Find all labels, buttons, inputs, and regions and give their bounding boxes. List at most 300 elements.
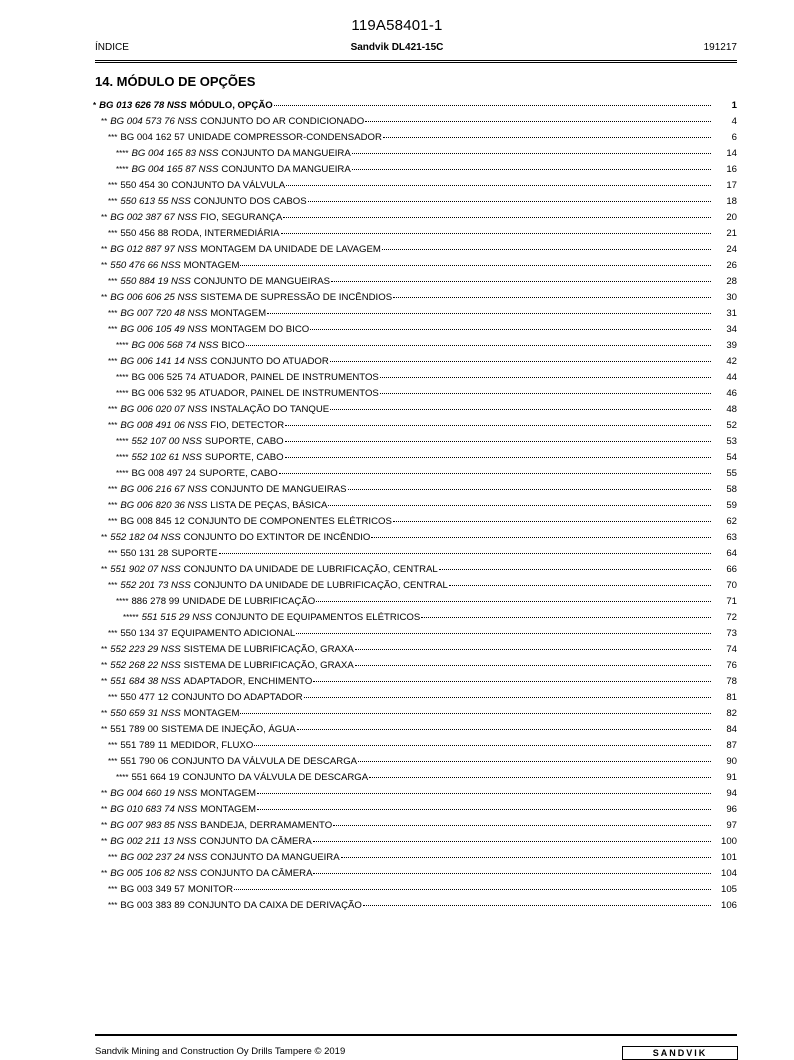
- toc-page-number: 20: [726, 212, 737, 223]
- toc-part-number: BG 008 497 24: [131, 468, 196, 479]
- toc-level-marker: ****: [116, 389, 129, 398]
- toc-dot-leader: [257, 786, 711, 794]
- toc-part-number: 550 659 31 NSS: [110, 708, 181, 719]
- toc-description: CONJUNTO DE COMPONENTES ELÉTRICOS: [187, 516, 392, 527]
- toc-dot-leader: [240, 706, 711, 714]
- toc-dot-leader: [363, 898, 711, 906]
- toc-dot-leader: [281, 226, 711, 234]
- toc-page-number: 34: [726, 324, 737, 335]
- toc-page-number: 39: [726, 340, 737, 351]
- toc-dot-leader: [234, 882, 711, 890]
- footer-rule: [95, 1034, 737, 1036]
- toc-part-number: BG 008 845 12: [120, 516, 185, 527]
- toc-part-number: BG 006 532 95: [131, 388, 196, 399]
- toc-level-marker: ***: [108, 181, 118, 190]
- toc-dot-leader: [285, 434, 711, 442]
- toc-page-number: 14: [726, 148, 737, 159]
- toc-level-marker: ***: [108, 741, 118, 750]
- toc-dot-leader: [310, 322, 711, 330]
- toc-part-number: 550 454 30: [120, 180, 169, 191]
- toc-dot-leader: [267, 306, 711, 314]
- toc-level-marker: ***: [108, 901, 118, 910]
- toc-description: MONTAGEM: [183, 708, 240, 719]
- toc-part-number: 886 278 99: [131, 596, 180, 607]
- toc-description: ADAPTADOR, ENCHIMENTO: [183, 676, 313, 687]
- toc-description: CONJUNTO DO AR CONDICIONADO: [200, 116, 365, 127]
- toc-description: MONTAGEM: [210, 308, 267, 319]
- toc-entry[interactable]: [93, 706, 737, 722]
- toc-description: UNIDADE DE LUBRIFICAÇÃO: [182, 596, 316, 607]
- toc-page-number: 4: [731, 116, 737, 127]
- toc-page-number: 87: [726, 740, 737, 751]
- toc-level-marker: ***: [108, 277, 118, 286]
- toc-level-marker: ***: [108, 325, 118, 334]
- toc-part-number: 551 790 06: [120, 756, 169, 767]
- toc-part-number: 551 789 11: [120, 740, 168, 751]
- toc-dot-leader: [283, 210, 711, 218]
- header-model: Sandvik DL421-15C: [350, 42, 444, 53]
- toc-entry[interactable]: [93, 274, 737, 290]
- toc-level-marker: **: [101, 117, 108, 126]
- toc-description: MONTAGEM: [200, 804, 256, 815]
- toc-dot-leader: [240, 258, 711, 266]
- toc-description: CONJUNTO DE MANGUEIRAS: [193, 276, 331, 287]
- toc-level-marker: ****: [116, 469, 129, 478]
- toc-page-number: 84: [726, 724, 737, 735]
- toc-part-number: BG 006 020 07 NSS: [120, 404, 208, 415]
- toc-part-number: BG 002 211 13 NSS: [110, 836, 197, 847]
- toc-page-number: 16: [726, 164, 737, 175]
- toc-entry[interactable]: [93, 290, 737, 306]
- toc-description: CONJUNTO DA CÂMERA: [199, 836, 312, 847]
- toc-dot-leader: [308, 194, 711, 202]
- toc-description: SISTEMA DE LUBRIFICAÇÃO, GRAXA: [183, 644, 354, 655]
- toc-part-number: BG 004 162 57: [120, 132, 185, 143]
- toc-entry[interactable]: [93, 482, 737, 498]
- toc-dot-leader: [371, 530, 711, 538]
- toc-page-number: 64: [726, 548, 737, 559]
- toc-dot-leader: [333, 818, 711, 826]
- toc-part-number: BG 003 383 89: [120, 900, 185, 911]
- toc-page-number: 17: [726, 180, 737, 191]
- toc-description: CONJUNTO DA UNIDADE DE LUBRIFICAÇÃO, CENTRAL: [193, 580, 448, 591]
- header-rule: [95, 60, 737, 63]
- toc-dot-leader: [274, 98, 711, 106]
- toc-entry[interactable]: [93, 786, 737, 802]
- toc-dot-leader: [246, 338, 711, 346]
- toc-level-marker: **: [101, 645, 108, 654]
- toc-description: CONJUNTO DA UNIDADE DE LUBRIFICAÇÃO, CENTRAL: [183, 564, 438, 575]
- toc-level-marker: *: [93, 101, 97, 110]
- toc-entry[interactable]: [93, 514, 737, 530]
- toc-page-number: 6: [731, 132, 737, 143]
- toc-dot-leader: [348, 482, 711, 490]
- toc-page-number: 100: [720, 836, 737, 847]
- toc-entry[interactable]: [93, 210, 737, 226]
- toc-entry[interactable]: [93, 258, 737, 274]
- toc-description: SUPORTE, CABO: [204, 452, 284, 463]
- toc-description: BICO: [221, 340, 245, 351]
- toc-part-number: BG 006 820 36 NSS: [120, 500, 208, 511]
- toc-page-number: 46: [726, 388, 737, 399]
- toc-dot-leader: [421, 610, 711, 618]
- toc-dot-leader: [257, 802, 711, 810]
- footer-logo: SANDVIK: [622, 1046, 738, 1060]
- toc-level-marker: ***: [108, 309, 118, 318]
- toc-dot-leader: [449, 578, 711, 586]
- toc-level-marker: ***: [108, 629, 118, 638]
- toc-page-number: 72: [726, 612, 737, 623]
- toc-part-number: BG 003 349 57: [120, 884, 185, 895]
- footer-copyright: Sandvik Mining and Construction Oy Drills Tampere © 2019: [95, 1046, 346, 1057]
- toc-level-marker: ***: [108, 405, 118, 414]
- toc-entry[interactable]: [93, 530, 737, 546]
- toc-level-marker: ***: [108, 853, 118, 862]
- toc-entry[interactable]: [93, 562, 737, 578]
- toc-part-number: BG 006 525 74: [131, 372, 196, 383]
- toc-page-number: 31: [726, 308, 737, 319]
- toc-page-number: 1: [731, 100, 737, 111]
- toc-dot-leader: [358, 754, 711, 762]
- toc-level-marker: **: [101, 533, 108, 542]
- toc-page-number: 82: [726, 708, 737, 719]
- toc-dot-leader: [393, 290, 711, 298]
- toc-entry[interactable]: [93, 450, 737, 466]
- toc-part-number: 551 789 00: [110, 724, 159, 735]
- toc-entry[interactable]: [93, 226, 737, 242]
- toc-description: MÓDULO, OPÇÃO: [189, 100, 273, 111]
- toc-part-number: BG 006 568 74 NSS: [131, 340, 219, 351]
- toc-part-number: 550 477 12: [120, 692, 169, 703]
- toc-entry[interactable]: [93, 802, 737, 818]
- toc-dot-leader: [380, 370, 711, 378]
- toc-level-marker: **: [101, 293, 108, 302]
- toc-entry[interactable]: [93, 674, 737, 690]
- toc-level-marker: ***: [108, 501, 118, 510]
- toc-part-number: 552 223 29 NSS: [110, 644, 181, 655]
- toc-description: SUPORTE, CABO: [204, 436, 284, 447]
- toc-level-marker: ***: [108, 693, 118, 702]
- toc-entry[interactable]: [93, 402, 737, 418]
- toc-entry[interactable]: [93, 338, 737, 354]
- toc-description: MEDIDOR, FLUXO: [170, 740, 254, 751]
- toc-entry[interactable]: [93, 578, 737, 594]
- toc-description: ATUADOR, PAINEL DE INSTRUMENTOS: [199, 388, 379, 399]
- toc-entry[interactable]: [93, 418, 737, 434]
- toc-description: CONJUNTO DA CAIXA DE DERIVAÇÃO: [187, 900, 362, 911]
- toc-part-number: BG 007 720 48 NSS: [120, 308, 208, 319]
- toc-part-number: BG 006 141 14 NSS: [120, 356, 208, 367]
- toc-entry[interactable]: [93, 626, 737, 642]
- toc-entry[interactable]: [93, 466, 737, 482]
- toc-dot-leader: [254, 738, 711, 746]
- toc-part-number: BG 006 606 25 NSS: [110, 292, 198, 303]
- toc-part-number: 550 613 55 NSS: [120, 196, 191, 207]
- toc-part-number: BG 006 105 49 NSS: [120, 324, 208, 335]
- toc-dot-leader: [296, 626, 711, 634]
- toc-level-marker: ***: [108, 885, 118, 894]
- toc-level-marker: **: [101, 677, 108, 686]
- toc-entry[interactable]: [93, 162, 737, 178]
- toc-description: CONJUNTO DOS CABOS: [193, 196, 307, 207]
- toc-part-number: 550 884 19 NSS: [120, 276, 191, 287]
- toc-part-number: 551 902 07 NSS: [110, 564, 181, 575]
- toc-dot-leader: [297, 722, 711, 730]
- header-date: 191217: [703, 42, 737, 53]
- toc-dot-leader: [279, 466, 711, 474]
- toc-level-marker: ****: [116, 773, 129, 782]
- toc-page-number: 26: [726, 260, 737, 271]
- toc-dot-leader: [331, 274, 711, 282]
- toc-description: MONTAGEM DA UNIDADE DE LAVAGEM: [200, 244, 381, 255]
- toc-dot-leader: [382, 242, 711, 250]
- toc-description: CONJUNTO DA VÁLVULA DE DESCARGA: [171, 756, 358, 767]
- toc-page-number: 42: [726, 356, 737, 367]
- toc-part-number: BG 005 106 82 NSS: [110, 868, 198, 879]
- toc-level-marker: **: [101, 821, 108, 830]
- toc-part-number: BG 008 491 06 NSS: [120, 420, 208, 431]
- toc-page-number: 81: [726, 692, 737, 703]
- toc-entry[interactable]: [93, 850, 737, 866]
- toc-part-number: BG 012 887 97 NSS: [110, 244, 198, 255]
- toc-dot-leader: [328, 498, 711, 506]
- section-title: 14. MÓDULO DE OPÇÕES: [95, 74, 256, 89]
- toc-level-marker: *****: [123, 613, 139, 622]
- toc-description: CONJUNTO DO EXTINTOR DE INCÊNDIO: [183, 532, 371, 543]
- toc-part-number: 550 134 37: [120, 628, 169, 639]
- toc-dot-leader: [219, 546, 711, 554]
- toc-description: CONJUNTO DA MANGUEIRA: [210, 852, 340, 863]
- toc-dot-leader: [285, 418, 711, 426]
- toc-dot-leader: [369, 770, 711, 778]
- toc-level-marker: ****: [116, 597, 129, 606]
- toc-page-number: 105: [720, 884, 737, 895]
- toc-dot-leader: [330, 402, 711, 410]
- toc-description: MONTAGEM: [200, 788, 256, 799]
- toc-entry[interactable]: [93, 242, 737, 258]
- toc-description: CONJUNTO DE MANGUEIRAS: [210, 484, 347, 495]
- toc-page-number: 97: [726, 820, 737, 831]
- toc-page-number: 76: [726, 660, 737, 671]
- toc-description: MONTAGEM DO BICO: [210, 324, 310, 335]
- toc-description: SISTEMA DE INJEÇÃO, ÁGUA: [161, 724, 296, 735]
- toc-description: CONJUNTO DO ATUADOR: [210, 356, 329, 367]
- toc-entry[interactable]: [93, 370, 737, 386]
- toc-page-number: 63: [726, 532, 737, 543]
- toc-description: FIO, DETECTOR: [210, 420, 285, 431]
- toc-level-marker: **: [101, 261, 108, 270]
- toc-part-number: BG 002 387 67 NSS: [110, 212, 198, 223]
- toc-entry[interactable]: [93, 386, 737, 402]
- toc-entry[interactable]: [93, 594, 737, 610]
- toc-entry[interactable]: [93, 434, 737, 450]
- toc-entry[interactable]: [93, 130, 737, 146]
- toc-description: SUPORTE: [171, 548, 218, 559]
- toc-level-marker: ***: [108, 485, 118, 494]
- toc-description: FIO, SEGURANÇA: [200, 212, 283, 223]
- toc-page-number: 28: [726, 276, 737, 287]
- toc-entry[interactable]: [93, 498, 737, 514]
- toc-page-number: 104: [720, 868, 737, 879]
- toc-level-marker: ***: [108, 197, 118, 206]
- toc-level-marker: **: [101, 789, 108, 798]
- toc-level-marker: ***: [108, 357, 118, 366]
- toc-description: EQUIPAMENTO ADICIONAL: [171, 628, 296, 639]
- toc-page-number: 44: [726, 372, 737, 383]
- header-section-label: ÍNDICE: [95, 42, 129, 53]
- toc-level-marker: ***: [108, 581, 118, 590]
- toc-page-number: 78: [726, 676, 737, 687]
- toc-part-number: BG 004 165 87 NSS: [131, 164, 219, 175]
- toc-description: LISTA DE PEÇAS, BÁSICA: [210, 500, 328, 511]
- toc-part-number: 552 268 22 NSS: [110, 660, 181, 671]
- toc-dot-leader: [313, 866, 711, 874]
- toc-page-number: 94: [726, 788, 737, 799]
- toc-dot-leader: [383, 130, 711, 138]
- toc-part-number: 550 131 28: [120, 548, 169, 559]
- toc-page-number: 24: [726, 244, 737, 255]
- toc-entry[interactable]: [93, 322, 737, 338]
- toc-level-marker: **: [101, 805, 108, 814]
- toc-description: CONJUNTO DA MANGUEIRA: [221, 164, 351, 175]
- toc-description: SUPORTE, CABO: [199, 468, 278, 479]
- toc-dot-leader: [330, 354, 711, 362]
- toc-description: CONJUNTO DA MANGUEIRA: [221, 148, 351, 159]
- toc-level-marker: ***: [108, 229, 118, 238]
- toc-level-marker: ***: [108, 133, 118, 142]
- toc-dot-leader: [285, 450, 711, 458]
- toc-page-number: 106: [720, 900, 737, 911]
- toc-part-number: BG 004 165 83 NSS: [131, 148, 219, 159]
- toc-level-marker: ***: [108, 517, 118, 526]
- toc-description: BANDEJA, DERRAMAMENTO: [200, 820, 333, 831]
- toc-dot-leader: [355, 642, 711, 650]
- toc-part-number: 551 515 29 NSS: [141, 612, 212, 623]
- toc-level-marker: ****: [116, 373, 129, 382]
- toc-entry[interactable]: [93, 658, 737, 674]
- document-number: 119A58401-1: [351, 17, 443, 34]
- toc-page-number: 21: [726, 228, 737, 239]
- toc-level-marker: ****: [116, 341, 129, 350]
- toc-part-number: 552 102 61 NSS: [131, 452, 202, 463]
- toc-level-marker: **: [101, 661, 108, 670]
- toc-entry[interactable]: [93, 642, 737, 658]
- toc-part-number: 551 664 19: [131, 772, 180, 783]
- toc-description: CONJUNTO DO ADAPTADOR: [171, 692, 303, 703]
- toc-entry[interactable]: [93, 98, 737, 114]
- toc-page-number: 54: [726, 452, 737, 463]
- toc-description: CONJUNTO DA VÁLVULA: [171, 180, 286, 191]
- toc-level-marker: ****: [116, 149, 129, 158]
- toc-entry[interactable]: [93, 834, 737, 850]
- toc-level-marker: **: [101, 709, 108, 718]
- toc-part-number: BG 004 660 19 NSS: [110, 788, 198, 799]
- toc-page-number: 55: [726, 468, 737, 479]
- toc-description: CONJUNTO DA VÁLVULA DE DESCARGA: [182, 772, 369, 783]
- table-of-contents: [93, 98, 737, 914]
- toc-dot-leader: [286, 178, 711, 186]
- toc-page-number: 18: [726, 196, 737, 207]
- toc-dot-leader: [341, 850, 711, 858]
- toc-dot-leader: [439, 562, 711, 570]
- toc-entry[interactable]: [93, 546, 737, 562]
- toc-description: SISTEMA DE LUBRIFICAÇÃO, GRAXA: [183, 660, 354, 671]
- toc-part-number: BG 006 216 67 NSS: [120, 484, 208, 495]
- toc-level-marker: **: [101, 213, 108, 222]
- toc-entry[interactable]: [93, 722, 737, 738]
- toc-entry[interactable]: [93, 898, 737, 914]
- toc-dot-leader: [365, 114, 711, 122]
- toc-page-number: 66: [726, 564, 737, 575]
- toc-part-number: 550 456 88: [120, 228, 169, 239]
- toc-level-marker: ***: [108, 757, 118, 766]
- toc-page-number: 53: [726, 436, 737, 447]
- toc-page-number: 91: [726, 772, 737, 783]
- toc-part-number: BG 004 573 76 NSS: [110, 116, 198, 127]
- toc-page-number: 59: [726, 500, 737, 511]
- toc-entry[interactable]: [93, 610, 737, 626]
- toc-page-number: 48: [726, 404, 737, 415]
- toc-part-number: 551 684 38 NSS: [110, 676, 181, 687]
- toc-page-number: 101: [720, 852, 737, 863]
- toc-part-number: 552 182 04 NSS: [110, 532, 181, 543]
- toc-level-marker: ****: [116, 437, 129, 446]
- toc-description: CONJUNTO DE EQUIPAMENTOS ELÉTRICOS: [215, 612, 421, 623]
- toc-entry[interactable]: [93, 866, 737, 882]
- toc-dot-leader: [352, 162, 711, 170]
- toc-level-marker: ***: [108, 549, 118, 558]
- toc-part-number: 552 107 00 NSS: [131, 436, 202, 447]
- toc-page-number: 70: [726, 580, 737, 591]
- toc-entry[interactable]: [93, 306, 737, 322]
- toc-entry[interactable]: [93, 818, 737, 834]
- toc-entry[interactable]: [93, 738, 737, 754]
- toc-page-number: 58: [726, 484, 737, 495]
- toc-dot-leader: [352, 146, 711, 154]
- toc-page-number: 90: [726, 756, 737, 767]
- toc-description: MONTAGEM: [183, 260, 240, 271]
- toc-part-number: BG 010 683 74 NSS: [110, 804, 198, 815]
- toc-dot-leader: [380, 386, 711, 394]
- toc-entry[interactable]: [93, 146, 737, 162]
- toc-page-number: 73: [726, 628, 737, 639]
- toc-entry[interactable]: [93, 882, 737, 898]
- toc-entry[interactable]: [93, 194, 737, 210]
- toc-level-marker: ***: [108, 421, 118, 430]
- toc-entry[interactable]: [93, 178, 737, 194]
- toc-entry[interactable]: [93, 754, 737, 770]
- toc-entry[interactable]: [93, 114, 737, 130]
- toc-part-number: BG 007 983 85 NSS: [110, 820, 198, 831]
- toc-page-number: 74: [726, 644, 737, 655]
- toc-description: CONJUNTO DA CÂMERA: [200, 868, 313, 879]
- toc-description: SISTEMA DE SUPRESSÃO DE INCÊNDIOS: [200, 292, 393, 303]
- toc-entry[interactable]: [93, 690, 737, 706]
- toc-entry[interactable]: [93, 770, 737, 786]
- toc-dot-leader: [355, 658, 711, 666]
- toc-level-marker: **: [101, 869, 108, 878]
- toc-entry[interactable]: [93, 354, 737, 370]
- toc-page-number: 30: [726, 292, 737, 303]
- toc-level-marker: **: [101, 245, 108, 254]
- toc-description: UNIDADE COMPRESSOR-CONDENSADOR: [187, 132, 382, 143]
- toc-level-marker: **: [101, 565, 108, 574]
- toc-level-marker: ****: [116, 165, 129, 174]
- toc-level-marker: **: [101, 725, 108, 734]
- toc-part-number: BG 002 237 24 NSS: [120, 852, 208, 863]
- toc-page-number: 96: [726, 804, 737, 815]
- toc-part-number: 552 201 73 NSS: [120, 580, 191, 591]
